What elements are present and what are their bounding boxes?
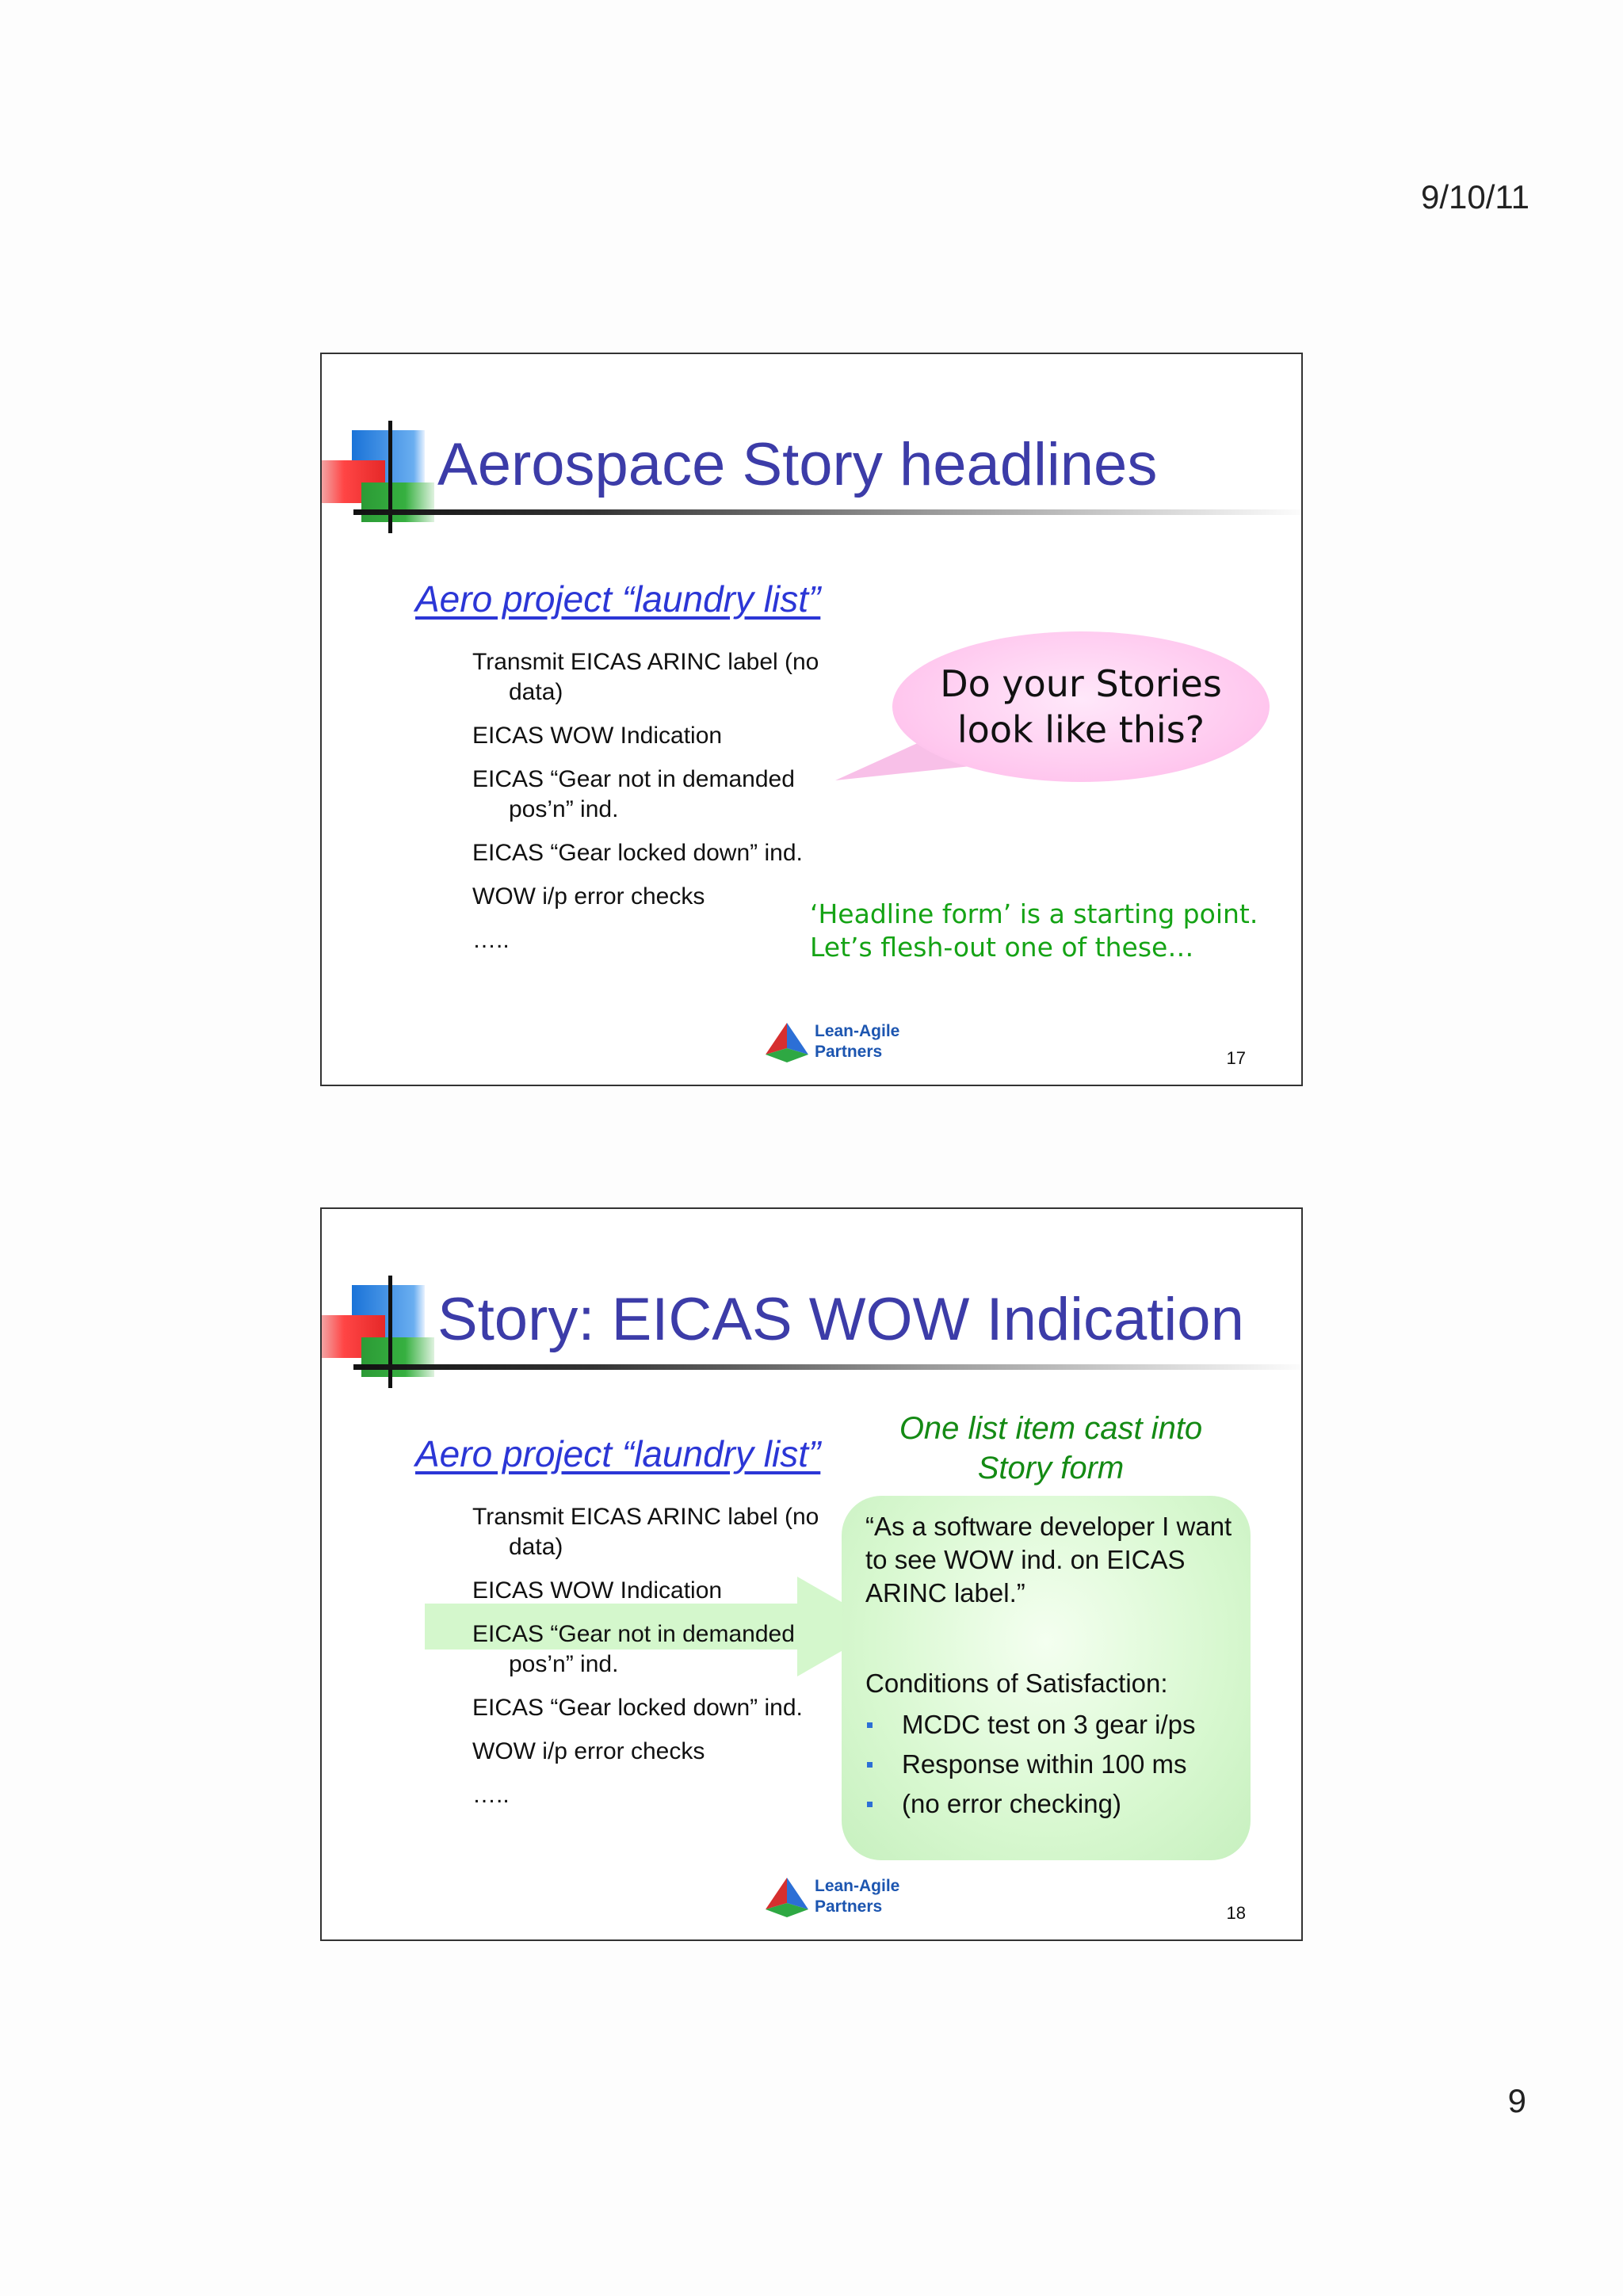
list-item: EICAS “Gear not in demanded pos’n” ind. — [472, 766, 795, 822]
caption-line: One list item cast into — [899, 1411, 1203, 1446]
page-date: 9/10/11 — [1420, 178, 1529, 215]
speech-bubble-body — [892, 631, 1270, 782]
logo-line: Lean-Agile — [815, 1022, 900, 1040]
pyramid-icon — [762, 1020, 812, 1064]
lean-agile-partners-logo — [762, 1020, 921, 1067]
slide-number: 17 — [1226, 1048, 1246, 1068]
note-line: Let’s flesh-out one of these… — [810, 932, 1194, 963]
laundry-list-heading[interactable]: Aero project “laundry list” — [415, 578, 821, 620]
note-line: ‘Headline form’ is a starting point. — [810, 898, 1258, 929]
story-card — [842, 1496, 1251, 1860]
list-item: EICAS WOW Indication — [472, 723, 723, 749]
slide-18 — [320, 1207, 1303, 1941]
slide-17 — [320, 353, 1303, 1086]
speech-bubble — [835, 631, 1232, 806]
conditions-list — [865, 1705, 1195, 1824]
condition-item: MCDC test on 3 gear i/ps — [865, 1705, 1195, 1745]
green-square — [361, 1337, 434, 1377]
list-item: WOW i/p error checks — [472, 1738, 705, 1764]
laundry-list — [436, 1502, 853, 1824]
pyramid-icon — [762, 1875, 812, 1919]
list-item: ….. — [472, 927, 510, 953]
caption-line: Story form — [977, 1451, 1125, 1486]
laundry-list — [436, 647, 853, 969]
list-item-highlighted: EICAS WOW Indication — [472, 1577, 723, 1604]
green-square — [361, 482, 434, 522]
conditions-label: Conditions of Satisfaction: — [865, 1669, 1168, 1698]
list-item: EICAS “Gear locked down” ind. — [472, 840, 803, 866]
list-item: EICAS “Gear not in demanded pos’n” ind. — [472, 1621, 795, 1677]
bubble-line: look like this? — [957, 708, 1205, 751]
list-item: Transmit EICAS ARINC label (no data) — [472, 649, 819, 705]
story-caption — [876, 1409, 1225, 1488]
title-underline — [353, 1364, 1303, 1370]
vertical-rule — [388, 421, 392, 533]
logo-line: Partners — [815, 1043, 883, 1061]
logo-line: Partners — [815, 1897, 883, 1916]
page-number: 9 — [1507, 2082, 1526, 2119]
bubble-line: Do your Stories — [940, 662, 1222, 705]
laundry-list-heading[interactable]: Aero project “laundry list” — [415, 1433, 821, 1474]
slide-number: 18 — [1226, 1903, 1246, 1923]
list-item: Transmit EICAS ARINC label (no data) — [472, 1504, 819, 1560]
list-item: ….. — [472, 1782, 510, 1808]
title-underline — [353, 509, 1303, 515]
condition-item: Response within 100 ms — [865, 1745, 1195, 1784]
condition-item: (no error checking) — [865, 1784, 1195, 1824]
slide-title: Story: EICAS WOW Indication — [437, 1286, 1244, 1353]
lean-agile-partners-logo — [762, 1875, 921, 1922]
vertical-rule — [388, 1276, 392, 1388]
headline-note — [810, 898, 1258, 964]
logo-line: Lean-Agile — [815, 1877, 900, 1895]
story-quote: “As a software developer I want to see WOW ind. on EICAS ARINC label.” — [865, 1512, 1232, 1608]
list-item: WOW i/p error checks — [472, 883, 705, 910]
list-item: EICAS “Gear locked down” ind. — [472, 1695, 803, 1721]
slide-title: Aerospace Story headlines — [437, 431, 1158, 498]
